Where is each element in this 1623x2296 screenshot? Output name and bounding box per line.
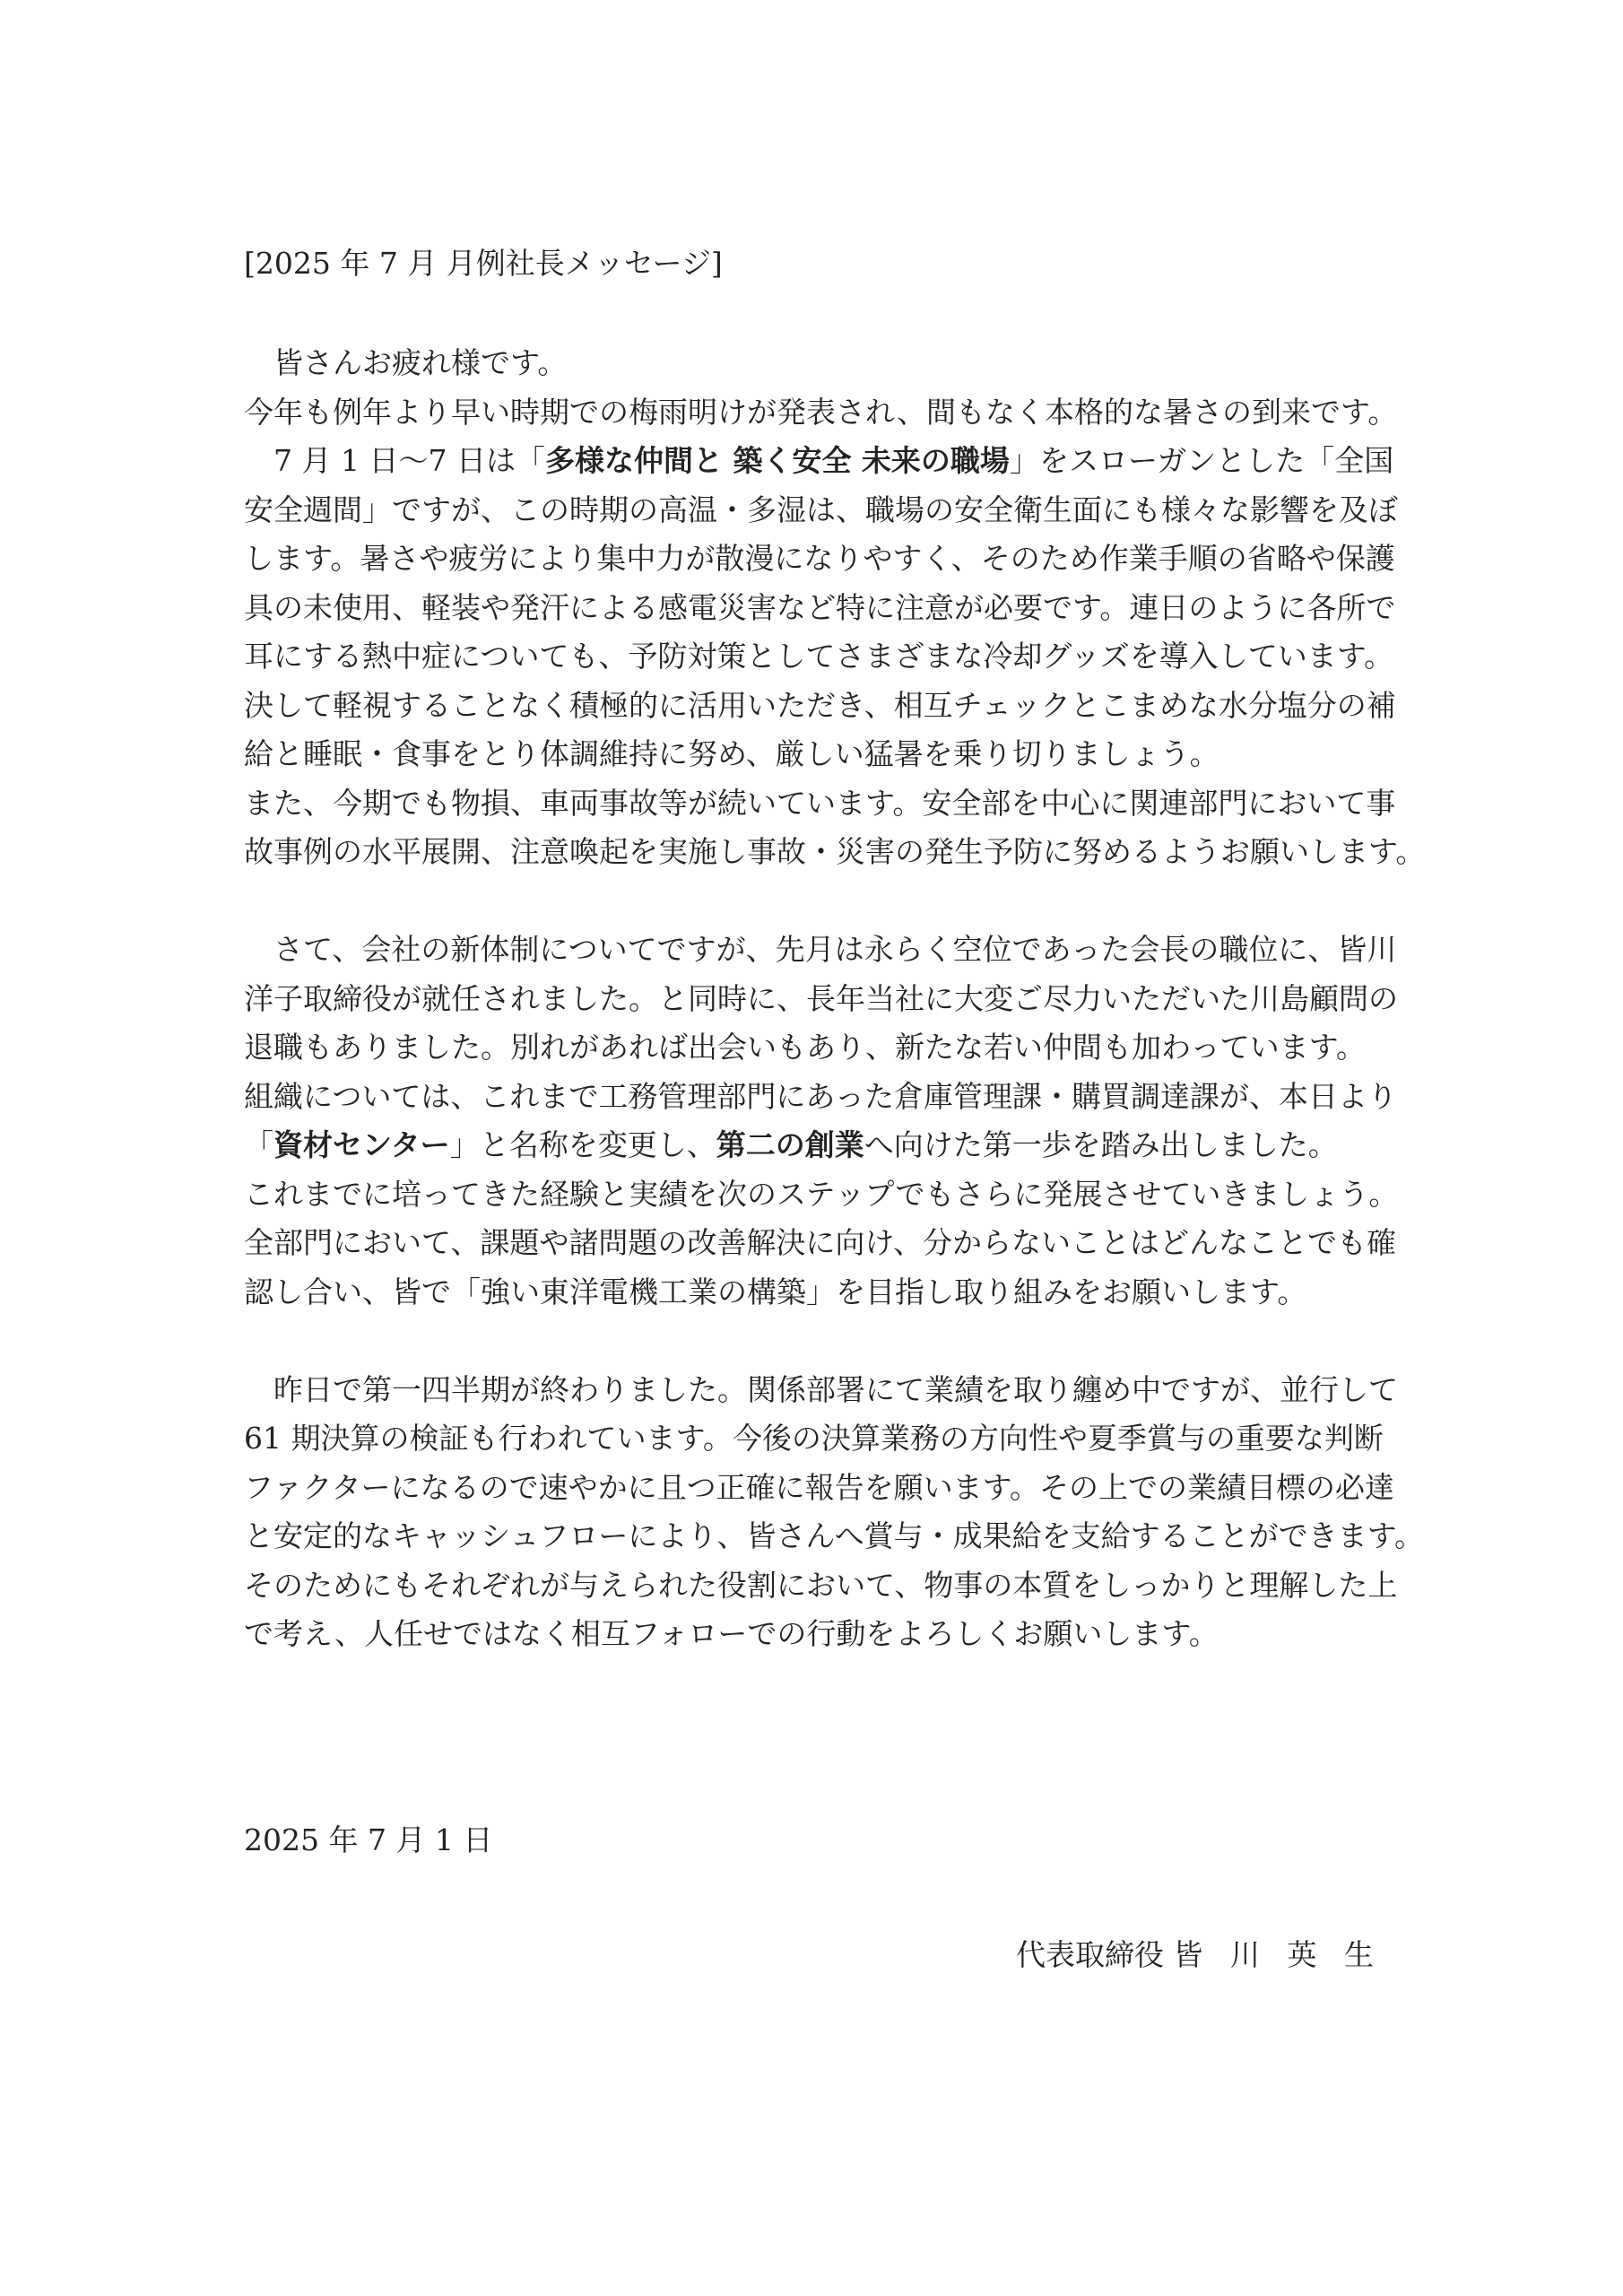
text-span: 」をスローガンとした「全国 (1009, 443, 1394, 478)
text-span: 「 (244, 1127, 273, 1162)
text-line: これまでに培ってきた経験と実績を次のステップでもさらに発展させていきましょう。 (244, 1176, 1399, 1212)
text-span: へ向けた第一歩を踏み出しました。 (864, 1127, 1338, 1162)
text-line: 給と睡眠・食事をとり体調維持に努め、厳しい猛暑を乗り切りましょう。 (244, 736, 1219, 771)
document-title: [2025 年 7 月 月例社長メッセージ] (244, 246, 723, 281)
paragraph-results (244, 1366, 1425, 1659)
signature (1016, 1935, 1383, 1975)
paragraph-gap (244, 877, 1383, 926)
text-span: 」と名称を変更し、 (449, 1127, 716, 1162)
text-line: 今年も例年より早い時期での梅雨明けが発表され、間もなく本格的な暑さの到来です。 (244, 394, 1398, 430)
materials-center-text: 資材センター (273, 1127, 450, 1162)
text-line: で考え、人任せではなく相互フォローでの行動をよろしくお願いします。 (244, 1616, 1219, 1651)
text-line: 全部門において、課題や諸問題の改善解決に向け、分からないことはどんなことでも確 (244, 1225, 1397, 1260)
second-founding-text: 第二の創業 (716, 1127, 864, 1162)
text-line: 認し合い、皆で「強い東洋電機工業の構築」を目指し取り組みをお願いします。 (244, 1274, 1307, 1309)
paragraph-organization (244, 926, 1399, 1317)
paragraph-gap (244, 1317, 1383, 1366)
text-line: します。暑さや疲労により集中力が散漫になりやすく、そのため作業手順の省略や保護 (244, 541, 1395, 576)
text-line: 退職もありました。別れがあれば出会いもあり、新たな若い仲間も加わっています。 (244, 1030, 1367, 1065)
text-line: 昨日で第一四半期が終わりました。関係部署にて業績を取り纏め中ですが、並行して (273, 1371, 1398, 1407)
text-line: 洋子取締役が就任されました。と同時に、長年当社に大変ご尽力いただいた川島顧問の (244, 980, 1398, 1016)
text-line: 組織については、これまで工務管理部門にあった倉庫管理課・購買調達課が、本日より (244, 1078, 1398, 1114)
text-span: 7 月 1 日〜7 日は「 (273, 443, 545, 478)
text-line: と安定的なキャッシュフローにより、皆さんへ賞与・成果給を支給することができます。 (244, 1518, 1425, 1553)
text-line: 具の未使用、軽装や発汗による感電災害など特に注意が必要です。連日のように各所で (244, 589, 1396, 625)
document-date: 2025 年 7 月 1 日 (244, 1822, 493, 1857)
text-line (244, 1121, 1383, 1170)
text-line: また、今期でも物損、車両事故等が続いています。安全部を中心に関連部門において事 (244, 785, 1396, 821)
greeting: 皆さんお疲れ様です。 (273, 345, 568, 380)
text-line: 耳にする熱中症についても、予防対策としてさまざまな冷却グッズを導入しています。 (244, 639, 1394, 674)
text-line: ファクターになるので速やかに且つ正確に報告を願います。その上での業績目標の必達 (244, 1469, 1395, 1505)
text-line: さて、会社の新体制についてですが、先月は永らく空位であった会長の職位に、皆川 (273, 932, 1397, 967)
slogan-text: 多様な仲間と 築く安全 未来の職場 (544, 443, 1010, 478)
text-line: そのためにもそれぞれが与えられた役割において、物事の本質をしっかりと理解した上 (244, 1567, 1398, 1603)
message-body (244, 339, 1426, 1659)
signature-name: 皆 川 英 生 (1173, 1937, 1383, 1972)
text-line: 決して軽視することなく積極的に活用いただき、相互チェックとこまめな水分塩分の補 (244, 687, 1396, 723)
text-line: 故事例の水平展開、注意喚起を実施し事故・災害の発生予防に努めるようお願いします。 (244, 834, 1426, 869)
text-line: 安全週間」ですが、この時期の高温・多湿は、職場の安全衛生面にも様々な影響を及ぼ (244, 491, 1398, 527)
text-line: 61 期決算の検証も行われています。今後の決算業務の方向性や夏季賞与の重要な判断 (244, 1421, 1384, 1456)
signature-role: 代表取締役 (1016, 1937, 1165, 1972)
paragraph-safety (244, 388, 1426, 877)
text-line (244, 437, 1394, 486)
